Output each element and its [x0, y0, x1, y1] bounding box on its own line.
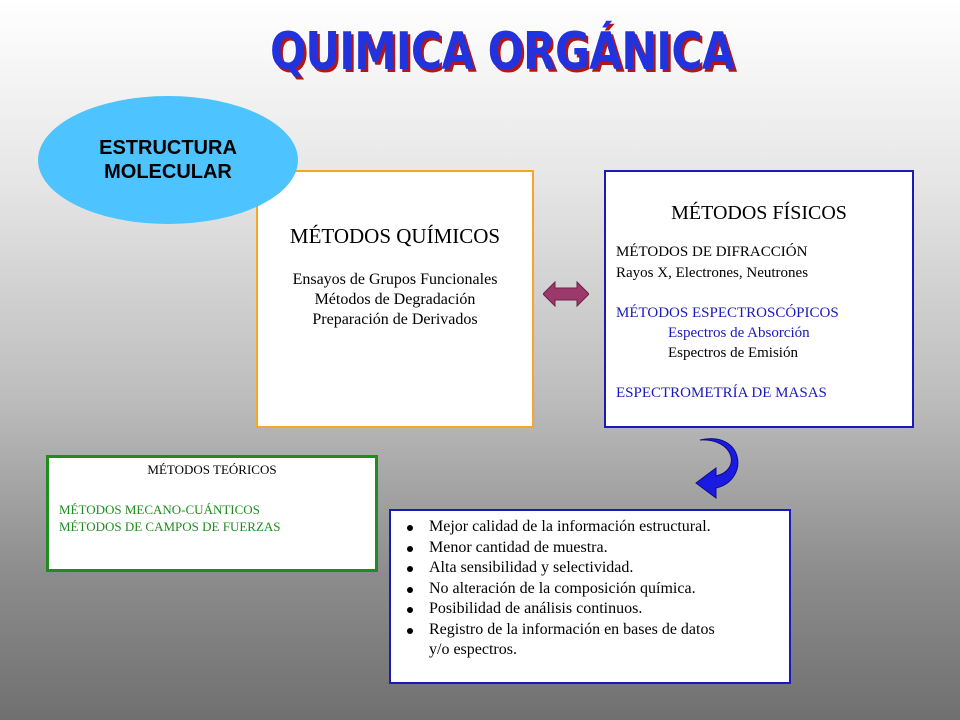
ellipse-line-2: MOLECULAR [104, 161, 232, 183]
espectrometria-masas: ESPECTROMETRÍA DE MASAS [616, 385, 827, 401]
ventaja-item: No alteración de la composición química. [403, 579, 715, 600]
quimicos-item: Métodos de Degradación [314, 291, 476, 308]
estructura-molecular-ellipse [38, 96, 298, 224]
metodos-teoricos-title: MÉTODOS TEÓRICOS [147, 462, 277, 477]
ventajas-list [403, 517, 715, 661]
metodos-fisicos-box [604, 170, 914, 428]
quimicos-item: Ensayos de Grupos Funcionales [292, 271, 498, 288]
difraccion-heading: MÉTODOS DE DIFRACCIÓN [616, 244, 808, 260]
espectros-emision: Espectros de Emisión [668, 345, 798, 361]
ventaja-item: Alta sensibilidad y selectividad. [403, 558, 715, 579]
difraccion-items: Rayos X, Electrones, Neutrones [616, 265, 809, 281]
ventaja-item: Registro de la información en bases de datos [403, 620, 715, 641]
quimicos-item: Preparación de Derivados [312, 311, 478, 328]
metodos-quimicos-title: MÉTODOS QUÍMICOS [289, 224, 501, 248]
metodos-teoricos-box [46, 455, 378, 572]
teoricos-item: MÉTODOS DE CAMPOS DE FUERZAS [59, 519, 281, 534]
curved-arrow-icon [694, 436, 742, 500]
double-arrow-icon [543, 279, 589, 309]
espectroscopicos-heading: MÉTODOS ESPECTROSCÓPICOS [616, 305, 839, 321]
metodos-fisicos-title: MÉTODOS FÍSICOS [671, 202, 847, 224]
ventajas-box [389, 509, 791, 684]
metodos-quimicos-box [256, 170, 534, 428]
page-title: QUIMICA ORGÁNICA [270, 22, 734, 82]
metodos-quimicos-list [258, 270, 532, 330]
ventaja-item: Menor cantidad de muestra. [403, 538, 715, 559]
ellipse-line-1: ESTRUCTURA [99, 137, 237, 159]
ventaja-item: Posibilidad de análisis continuos. [403, 599, 715, 620]
espectros-absorcion: Espectros de Absorción [668, 325, 810, 341]
ventaja-item-continuation: y/o espectros. [429, 641, 517, 658]
ventaja-item: Mejor calidad de la información estructural. [403, 517, 715, 538]
teoricos-item: MÉTODOS MECANO-CUÁNTICOS [59, 502, 260, 517]
